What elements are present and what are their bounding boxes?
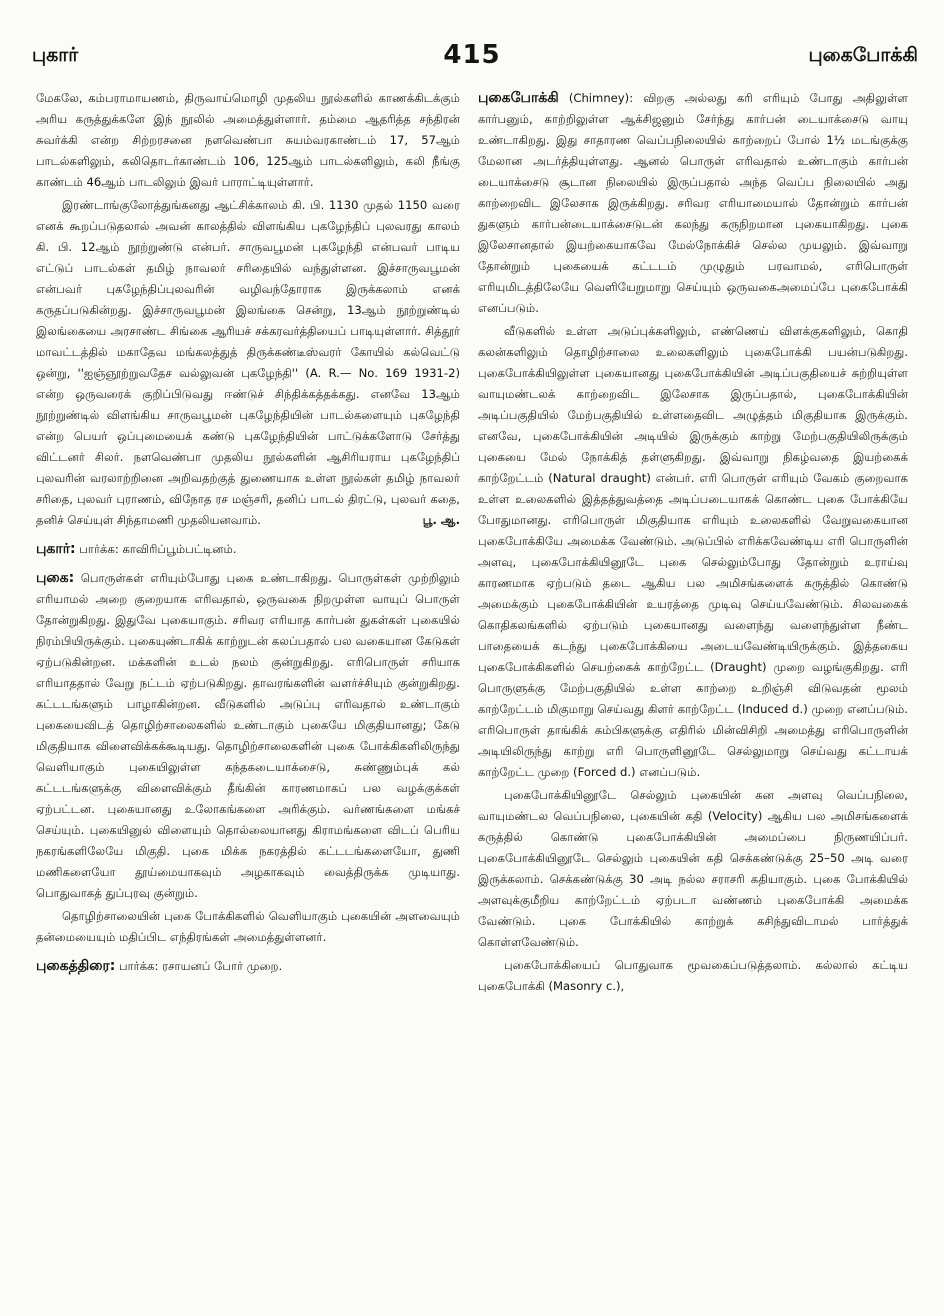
paragraph: மேகலே, கம்பராமாயணம், திருவாய்மொழி முதலிய நூல்களில் காணக்கிடக்கும் அரிய கருத்துக்களே இந் நூலில் அமைத்துள்ளார். தம்மை ஆதரித்த சந்திரன் சுவர்க்கி என்ற சிற்றரசனை நளவெண்பா சுயம்வரகாண்டம் 17, 57ஆம் பாடல்களிலும், கலிதொடர்காண்டம் 106, 125ஆம் பாடல்களிலும், கலி நீங்கு காண்டம் 46ஆம் பாடலிலும் இவர் பாராட்டியுள்ளார். [36,91,460,189]
paragraph: தொழிற்சாலையின் புகை போக்கிகளில் வெளியாகும் புகையின் அளவையும் தன்மையையும் மதிப்பிட எந்திரங்கள் அமைத்துள்ளனர். [36,909,460,944]
entry-headword: புகைபோக்கி [478,90,559,106]
entry-pukai [36,568,460,904]
paragraph: புகைபோக்கியினூடே செல்லும் புகையின் கன அளவு வெப்பநிலை, வாயுமண்டல வெப்பநிலை, புகையின் கதி (Velocity) ஆகிய பல அமிசங்களைக் கருத்தில் கொண்டு புகைபோக்கியின் அமைப்பை நிருணயிப்பர். புகைபோக்கியினூடே செல்லும் புகையின் கதி செக்கண்டுக்கு 25–50 அடி வரை இருக்கலாம். செக்கண்டுக்கு 30 அடி நல்ல சராசரி கதியாகும். புகை போக்கியில் அளவுக்குமீறிய காற்றேட்டம் ஏற்படா வண்ணம் புகைபோக்கி அமைக்க வேண்டும். புகை போக்கியில் காற்றுக் கசிந்துவிடாமல் பார்த்துக் கொள்ளவேண்டும். [478,788,908,949]
entry-headword: புகை: [36,570,75,586]
entry-pukaitthirai [36,956,460,977]
entry-pukar [36,539,460,560]
entry-headword-english: (Chimney): [558,91,634,105]
running-head-right: புகைபோக்கி [808,44,918,66]
page-number: 415 [443,40,501,70]
paragraph-text: இரண்டாங்குலோத்துங்கனது ஆட்சிக்காலம் கி. பி. 1130 முதல் 1150 வரை எனக் கூறப்படுதலால் அவன் காலத்தில் விளங்கிய புகழேந்திப் புலவரது காலம் கி. பி. 12ஆம் நூற்றுண்டு என்பர். சாருவபூமன் புகழேந்தி என்பவர் பாடிய எட்டுப் பாடல்கள் தமிழ் நாவலர் சரிதையில் வந்துள்ளன. இச்சாருவபூமன் என்பவர் புகழேந்திப்புலவரின் வழிவந்தோராக இருக்கலாம் எனக் கருதப்படுகின்றது. இச்சாருவபூமன் இலங்கை சென்று, 13ஆம் நூற்றுண்டில் இலங்கையை அரசாண்ட சிங்கை ஆரியச் சக்கரவர்த்தியைப் பாடியுள்ளார். சித்தூர் மாவட்டத்தில் மகாதேவ மங்கலத்துத் திருக்கண்டீஸ்வரர் கோயில் கல்வெட்டு ஒன்று, ''ஐஞ்ஞூற்றுவதேச வல்லுவன் புகழேந்தி'' (A. R.— No. 169 1931-2) என்ற ஒருவரைக் குறிப்பிடுவது ஈண்டுச் சிந்திக்கத்தக்கது. எனவே 13ஆம் நூற்றுண்டில் விளங்கிய சாருவபூமன் புகழேந்தியின் பாடல்களையும் புகழேந்தி என்ற பெயர் ஒப்புமையைக் கண்டு புகழேந்தியின் பாட்டுக்களோடு சேர்த்து விட்டனர் சிலர். நளவெண்பா முதலிய நூல்களின் ஆசிரியராய புகழேந்திப் புலவரின் வரலாற்றினை அறிவதற்குத் துணையாக உள்ள நூல்கள் தமிழ் நாவலர் சரிதை, புலவர் புராணம், விநோத ரச மஞ்சரி, தனிப் பாடல் திரட்டு, புலவர் கதை, தனிச் செய்யுள் சிந்தாமணி முதலியனவாம். [36,198,460,527]
running-head-left: புகார் [32,44,79,66]
entry-headword: புகார்: [36,541,76,557]
entry-headword: புகைத்திரை: [36,958,116,974]
paragraph [36,195,460,531]
right-column [478,88,908,999]
paragraph: புகைபோக்கியைப் பொதுவாக மூவகைப்படுத்தலாம். கல்லால் கட்டிய புகைபோக்கி (Masonry c.), [478,958,908,993]
entry-chimney [478,88,908,319]
paragraph: வீடுகளில் உள்ள அடுப்புக்களிலும், எண்ணெய் விளக்குகளிலும், கொதி கலன்களிலும் தொழிற்சாலை உலைகளிலும் புகைபோக்கி பயன்படுகிறது. புகைபோக்கியிலுள்ள புகையானது புகைபோக்கியின் அடிப்பகுதியைச் சுற்றியுள்ள வாயுமண்டலக் காற்றைவிட இலேசாக இருப்பதால், புகைபோக்கியின் அடிப்பகுதியில் மேற்பகுதியில் உள்ளதைவிட அழுத்தம் மிகுதியாக இருக்கும். எனவே, புகைபோக்கியின் அடியில் இருக்கும் காற்று மேற்பகுதியிலிருக்கும் புகையை மேல் நோக்கித் தள்ளுகிறது. இவ்வாறு நிகழ்வதை இயற்கைக் காற்றேட்டம் (Natural draught) என்பர். எரி பொருள் எரியும் வேகம் குறைவாக உள்ள உலைகளில் இத்தத்துவத்தை அடிப்படையாகக் கொண்ட புகை போக்கியே போதுமானது. எரிபொருள் மிகுதியாக எரியும் உலைகளில் வேறுவகையான புகைபோக்கியே அமைக்க வேண்டும். அடுப்பில் எரிக்கவேண்டிய எரி பொருளின் அளவு, புகைபோக்கியினூடே புகை செல்லும்போது தோன்றும் உராய்வு காரணமாக ஏற்படும் தடை ஆகிய பல அமிசங்களைக் கருத்தில் கொண்டு அமைக்கும் புகைபோக்கியின் உயரத்தை முடிவு செய்யவேண்டும். சிலவகைக் கொதிகலங்களில் ஏற்படும் புகையானது வளைந்து வளைந்துள்ள நீண்ட பாதையைக் கடந்து புகைபோக்கியை அடையவேண்டியிருக்கும். இத்தகைய புகைபோக்கிகளில் செயற்கைக் காற்றேட்ட (Draught) முறை வழங்குகிறது. எரி பொருளுக்கு மேற்பகுதியில் உள்ள காற்றை உறிஞ்சி விடுவதன் மூலம் காற்றேட்டம் மிகுமாறு செய்வது கிளர் காற்றேட்ட (Induced d.) முறை எனப்படும். எரிபொருள் தாங்கிக் கம்பிகளுக்கு எதிரில் மின்விசிறி அமைத்து எரிபொருளின் அடியிலிருந்து காற்று எரி பொருளினூடே செல்லுமாறு செய்வது கட்டாயக் காற்றேட்ட முறை (Forced d.) எனப்படும். [478,324,908,779]
entry-text: பொருள்கள் எரியும்போது புகை உண்டாகிறது. பொருள்கள் முற்றிலும் எரியாமல் அறை குறையாக எரிவதால், ஒருவகை நிறமுள்ள வாயுப் பொருள் தோன்றுகிறது. இதுவே புகையாகும். சரிவர எரியாத கார்பன் துகள்கள் புகையில் நிரம்பியிருக்கும். புகையுண்டாகிக் காற்றுடன் கலப்பதால் பல வகையான கேடுகள் ஏற்படுகின்றன. மக்களின் உடல் நலம் குன்றுகிறது. எரிபொருள் சரியாக எரியாததால் வேறு நட்டம் ஏற்படுகிறது. தாவரங்களின் வளர்ச்சியும் குன்றுகிறது. கட்டடங்களும் பாழாகின்றன. வீடுகளில் அடுப்பு எரிவதால் உண்டாகும் புகையைவிடத் தொழிற்சாலைகளில் உண்டாகும் புகையே மிகுதியானது; கேடு மிகுதியாக விளைவிக்கக்கூடியது. தொழிற்சாலைகளின் புகை போக்கிகளிலிருந்து வெளியாகும் புகையிலுள்ள கந்தகடையாக்சைடு, சுண்ணும்புக் கல் கட்டடங்களுக்கு விளைவிக்கும் தீங்கின் காரணமாகப் பல வழக்குக்கள் ஏற்பட்டன. புகையானது உலோகங்களை அரிக்கும். வர்ணங்களை மங்கச் செய்யும். புகையினுல் விளையும் தொல்லையானது கிராமங்களை விடப் பெரிய நகரங்களிலேயே மிகுதி. புகை மிக்க நகரத்தில் கட்டடங்களையோ, துணி மணிகளையோ தூய்மையாகவும் அழகாகவும் வைத்திருக்க முடியாது. பொதுவாகத் துப்புரவு குன்றும். [36,571,460,900]
entry-text: விறகு அல்லது கரி எரியும் போது அதிலுள்ள கார்பனும், காற்றிலுள்ள ஆக்சிஜனும் சேர்ந்து கார்பன் டையாக்சைடு வாயு உண்டாகிறது. இது சாதாரண வெப்பநிலையில் காற்றைப் போல் 1½ மடங்குக்கு மேலான அடர்த்தியுள்ளது. ஆனல் பொருள் எரிவதால் உண்டாகும் கார்பன் டையாக்சைடு சூடான நிலையில் இருப்பதால் அந்த வெப்ப நிலையில் அது காற்றைவிட இலேசாக இருக்கிறது. சரிவர எரியாமையால் தோன்றும் கார்பன் துகளும் கார்பன்டையாக்சைடுடன் கலந்து கருநிறமான புகையாகிறது. புகை இலேசானதால் இயற்கையாகவே மேல்நோக்கிச் செல்ல முயலும். இவ்வாறு தோன்றும் புகையைக் கட்டடம் முழுதும் பரவாமல், எரிபொருள் எரியுமிடத்திலேயே வெளியேறுமாறு செய்யும் ஒருவகைஅமைப்பே புகைபோக்கி எனப்படும். [478,91,908,315]
entry-text: பார்க்க: ரசாயனப் போர் முறை. [115,959,283,973]
author-initials: பூ. ஆ. [422,513,460,527]
left-column [36,88,460,979]
entry-text: பார்க்க: காவிரிப்பூம்பட்டினம். [75,542,237,556]
